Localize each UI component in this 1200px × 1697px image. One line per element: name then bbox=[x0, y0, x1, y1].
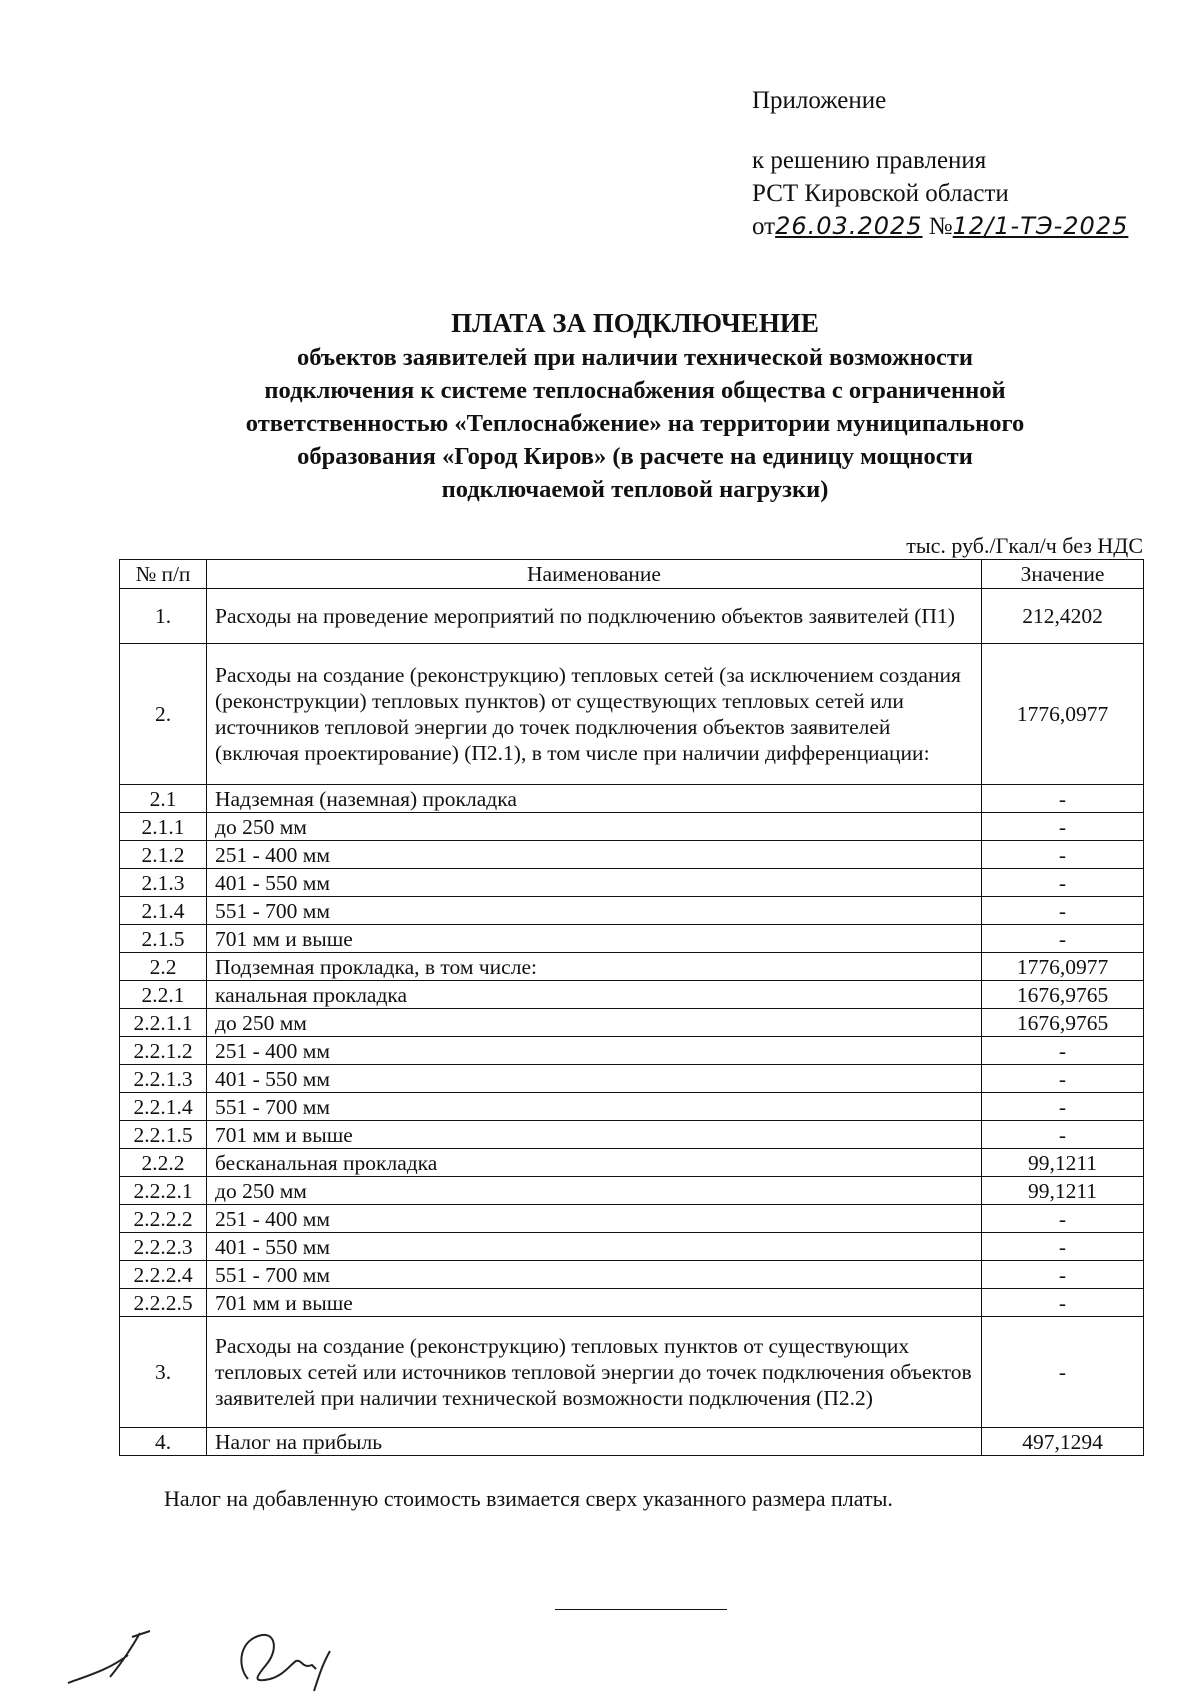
heading-line: объектов заявителей при наличии технической возможности bbox=[297, 344, 973, 371]
appendix-title: Приложение bbox=[752, 87, 887, 114]
row-number: 3. bbox=[120, 1317, 207, 1428]
handwritten-date: 26.03.2025 bbox=[775, 212, 923, 240]
row-number: 2.2.2.3 bbox=[120, 1233, 207, 1261]
row-number: 1. bbox=[120, 589, 207, 644]
row-name: Расходы на создание (реконструкцию) тепловых пунктов от существующих тепловых сетей или источников тепловой энергии до точек подключения объектов заявителей при наличии технической возможности подключения (П2.2) bbox=[207, 1317, 982, 1428]
heading-line: подключения к системе теплоснабжения общества с ограниченной bbox=[264, 377, 1006, 404]
heading-line: подключаемой тепловой нагрузки) bbox=[441, 476, 829, 503]
row-value: 212,4202 bbox=[982, 589, 1144, 644]
row-number: 4. bbox=[120, 1428, 207, 1456]
row-name: 701 мм и выше bbox=[207, 1121, 982, 1149]
table-row bbox=[120, 925, 1144, 953]
row-number: 2.2.2.4 bbox=[120, 1261, 207, 1289]
header-value: Значение bbox=[982, 560, 1144, 589]
row-value: - bbox=[982, 1289, 1144, 1317]
tariff-table bbox=[119, 559, 1144, 1456]
table-row bbox=[120, 1149, 1144, 1177]
row-name: бесканальная прокладка bbox=[207, 1149, 982, 1177]
table-row bbox=[120, 953, 1144, 981]
row-number: 2.1.2 bbox=[120, 841, 207, 869]
row-name: 251 - 400 мм bbox=[207, 1205, 982, 1233]
row-value: - bbox=[982, 1205, 1144, 1233]
signatures-handwritten bbox=[40, 1625, 440, 1695]
row-value: - bbox=[982, 1233, 1144, 1261]
row-name: 551 - 700 мм bbox=[207, 1093, 982, 1121]
table-row bbox=[120, 785, 1144, 813]
date-prefix: от bbox=[752, 213, 776, 240]
row-name: Расходы на создание (реконструкцию) тепловых сетей (за исключением создания (реконструкции) тепловых пунктов) от существующих тепловых сетей или источников тепловой энергии до точек подключения объектов заявителей (включая проектирование) (П2.1), в том числе при наличии дифференциации: bbox=[207, 644, 982, 785]
row-value: - bbox=[982, 1065, 1144, 1093]
table-row bbox=[120, 1317, 1144, 1428]
row-value: - bbox=[982, 841, 1144, 869]
row-name: 251 - 400 мм bbox=[207, 1037, 982, 1065]
table-row bbox=[120, 1093, 1144, 1121]
header-name: Наименование bbox=[207, 560, 982, 589]
row-number: 2.1.5 bbox=[120, 925, 207, 953]
table-row bbox=[120, 1121, 1144, 1149]
appendix-line-1: к решению правления bbox=[752, 147, 987, 174]
row-value: - bbox=[982, 1261, 1144, 1289]
row-number: 2.1 bbox=[120, 785, 207, 813]
row-number: 2.2.2.1 bbox=[120, 1177, 207, 1205]
table-row bbox=[120, 1177, 1144, 1205]
table-row bbox=[120, 1065, 1144, 1093]
row-number: 2.2.1.1 bbox=[120, 1009, 207, 1037]
row-name: 551 - 700 мм bbox=[207, 897, 982, 925]
table-row bbox=[120, 841, 1144, 869]
row-number: 2.2.2.2 bbox=[120, 1205, 207, 1233]
table-row bbox=[120, 981, 1144, 1009]
row-value: 1676,9765 bbox=[982, 1009, 1144, 1037]
table-row bbox=[120, 1428, 1144, 1456]
row-value: - bbox=[982, 785, 1144, 813]
row-number: 2.1.4 bbox=[120, 897, 207, 925]
table-row bbox=[120, 897, 1144, 925]
row-value: 99,1211 bbox=[982, 1177, 1144, 1205]
appendix-date-line bbox=[752, 210, 1128, 243]
appendix-block bbox=[752, 84, 1128, 243]
table-row bbox=[120, 869, 1144, 897]
row-name: 401 - 550 мм bbox=[207, 1065, 982, 1093]
row-value: - bbox=[982, 925, 1144, 953]
row-name: 701 мм и выше bbox=[207, 925, 982, 953]
table-row bbox=[120, 589, 1144, 644]
table-row bbox=[120, 1009, 1144, 1037]
row-value: - bbox=[982, 1037, 1144, 1065]
table-row bbox=[120, 644, 1144, 785]
row-value: - bbox=[982, 869, 1144, 897]
row-value: 1776,0977 bbox=[982, 644, 1144, 785]
row-number: 2.1.1 bbox=[120, 813, 207, 841]
handwritten-number: 12/1-ТЭ-2025 bbox=[952, 212, 1129, 240]
row-name: 251 - 400 мм bbox=[207, 841, 982, 869]
row-value: - bbox=[982, 1317, 1144, 1428]
table-row bbox=[120, 1205, 1144, 1233]
row-value: 1776,0977 bbox=[982, 953, 1144, 981]
row-value: 1676,9765 bbox=[982, 981, 1144, 1009]
separator-line bbox=[555, 1609, 727, 1610]
row-number: 2.2.1 bbox=[120, 981, 207, 1009]
row-number: 2.2.1.4 bbox=[120, 1093, 207, 1121]
row-number: 2.2.1.2 bbox=[120, 1037, 207, 1065]
row-name: канальная прокладка bbox=[207, 981, 982, 1009]
number-prefix: № bbox=[928, 213, 953, 240]
row-name: до 250 мм bbox=[207, 1177, 982, 1205]
table-row bbox=[120, 813, 1144, 841]
table-row bbox=[120, 1233, 1144, 1261]
row-number: 2.1.3 bbox=[120, 869, 207, 897]
row-name: Надземная (наземная) прокладка bbox=[207, 785, 982, 813]
row-value: - bbox=[982, 813, 1144, 841]
row-number: 2.2 bbox=[120, 953, 207, 981]
header-number: № п/п bbox=[120, 560, 207, 589]
row-value: - bbox=[982, 1121, 1144, 1149]
units-caption: тыс. руб./Гкал/ч без НДС bbox=[906, 533, 1143, 558]
heading-line: образования «Город Киров» (в расчете на единицу мощности bbox=[297, 443, 973, 470]
heading-line: ответственностью «Теплоснабжение» на территории муниципального bbox=[245, 410, 1025, 437]
document-heading bbox=[120, 305, 1150, 506]
row-number: 2.2.1.3 bbox=[120, 1065, 207, 1093]
heading-main: ПЛАТА ЗА ПОДКЛЮЧЕНИЕ bbox=[451, 308, 819, 338]
row-name: Налог на прибыль bbox=[207, 1428, 982, 1456]
row-number: 2.2.1.5 bbox=[120, 1121, 207, 1149]
table-row bbox=[120, 1289, 1144, 1317]
row-number: 2.2.2.5 bbox=[120, 1289, 207, 1317]
table-row bbox=[120, 1037, 1144, 1065]
row-name: 701 мм и выше bbox=[207, 1289, 982, 1317]
table-header-row bbox=[120, 560, 1144, 589]
row-number: 2.2.2 bbox=[120, 1149, 207, 1177]
row-value: 99,1211 bbox=[982, 1149, 1144, 1177]
appendix-line-2: РСТ Кировской области bbox=[752, 180, 1009, 207]
row-name: Расходы на проведение мероприятий по подключению объектов заявителей (П1) bbox=[207, 589, 982, 644]
row-value: - bbox=[982, 897, 1144, 925]
row-name: 401 - 550 мм bbox=[207, 1233, 982, 1261]
row-value: 497,1294 bbox=[982, 1428, 1144, 1456]
row-name: до 250 мм bbox=[207, 1009, 982, 1037]
row-name: до 250 мм bbox=[207, 813, 982, 841]
row-name: Подземная прокладка, в том числе: bbox=[207, 953, 982, 981]
row-name: 401 - 550 мм bbox=[207, 869, 982, 897]
row-number: 2. bbox=[120, 644, 207, 785]
vat-note: Налог на добавленную стоимость взимается сверх указанного размера платы. bbox=[164, 1486, 893, 1511]
table-row bbox=[120, 1261, 1144, 1289]
row-name: 551 - 700 мм bbox=[207, 1261, 982, 1289]
row-value: - bbox=[982, 1093, 1144, 1121]
